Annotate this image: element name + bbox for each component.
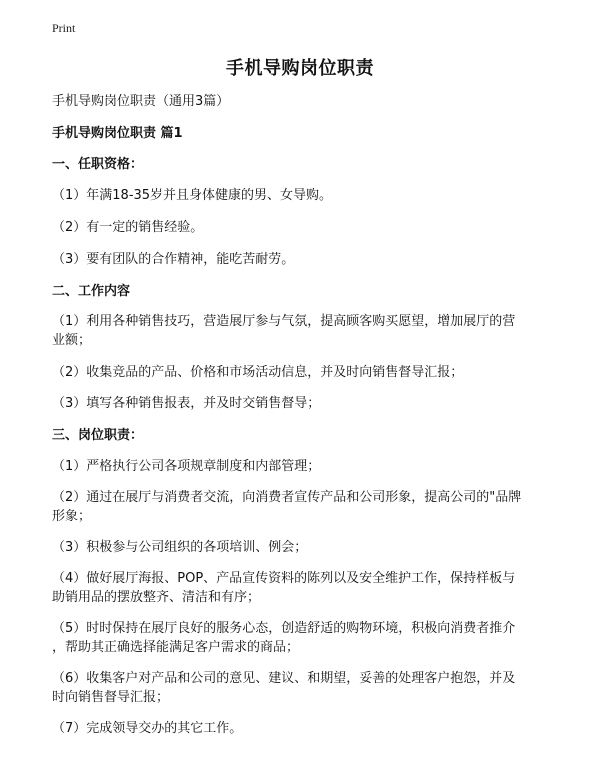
- work-item-2: （2）收集竞品的产品、价格和市场活动信息，并及时向销售督导汇报；: [52, 365, 464, 380]
- qualification-item-1: （1）年满18-35岁并且身体健康的男、女导购。: [52, 188, 333, 203]
- document-subtitle: 手机导购岗位职责（通用3篇）: [52, 94, 230, 109]
- qualification-item-3: （3）要有团队的合作精神，能吃苦耐劳。: [52, 252, 295, 267]
- print-label: Print: [52, 21, 76, 35]
- heading-qualifications: 一、任职资格：: [52, 157, 144, 172]
- duty-item-5-line-1: （5）时时保持在展厅良好的服务心态，创造舒适的购物环境，积极向消费者推介: [52, 621, 516, 636]
- duty-item-6-line-2: 时向销售督导汇报；: [52, 690, 170, 705]
- work-item-1-line-1: （1）利用各种销售技巧，营造展厅参与气氛，提高顾客购买愿望，增加展厅的营: [52, 314, 516, 329]
- work-item-3: （3）填写各种销售报表，并及时交销售督导；: [52, 396, 321, 411]
- section-heading: 手机导购岗位职责 篇1: [52, 126, 183, 141]
- duty-item-5-line-2: ，帮助其正确选择能满足客户需求的商品；: [52, 640, 300, 655]
- duty-item-2-line-2: 形象；: [52, 509, 92, 524]
- qualification-item-2: （2）有一定的销售经验。: [52, 220, 204, 235]
- heading-work-content: 二、工作内容: [52, 284, 131, 299]
- duty-item-3: （3）积极参与公司组织的各项培训、例会；: [52, 540, 308, 555]
- duty-item-6-line-1: （6）收集客户对产品和公司的意见、建议、和期望，妥善的处理客户抱怨，并及: [52, 671, 516, 686]
- duty-item-1: （1）严格执行公司各项规章制度和内部管理；: [52, 459, 321, 474]
- duty-item-4-line-1: （4）做好展厅海报、POP、产品宣传资料的陈列以及安全维护工作，保持样板与: [52, 571, 516, 586]
- work-item-1-line-2: 业额；: [52, 333, 92, 348]
- duty-item-2-line-1: （2）通过在展厅与消费者交流，向消费者宣传产品和公司形象，提高公司的"品牌: [52, 490, 522, 505]
- document-title: 手机导购岗位职责: [226, 58, 374, 79]
- duty-item-4-line-2: 助销用品的摆放整齐、清洁和有序；: [52, 590, 261, 605]
- duty-item-7: （7）完成领导交办的其它工作。: [52, 721, 243, 736]
- heading-duties: 三、岗位职责：: [52, 428, 144, 443]
